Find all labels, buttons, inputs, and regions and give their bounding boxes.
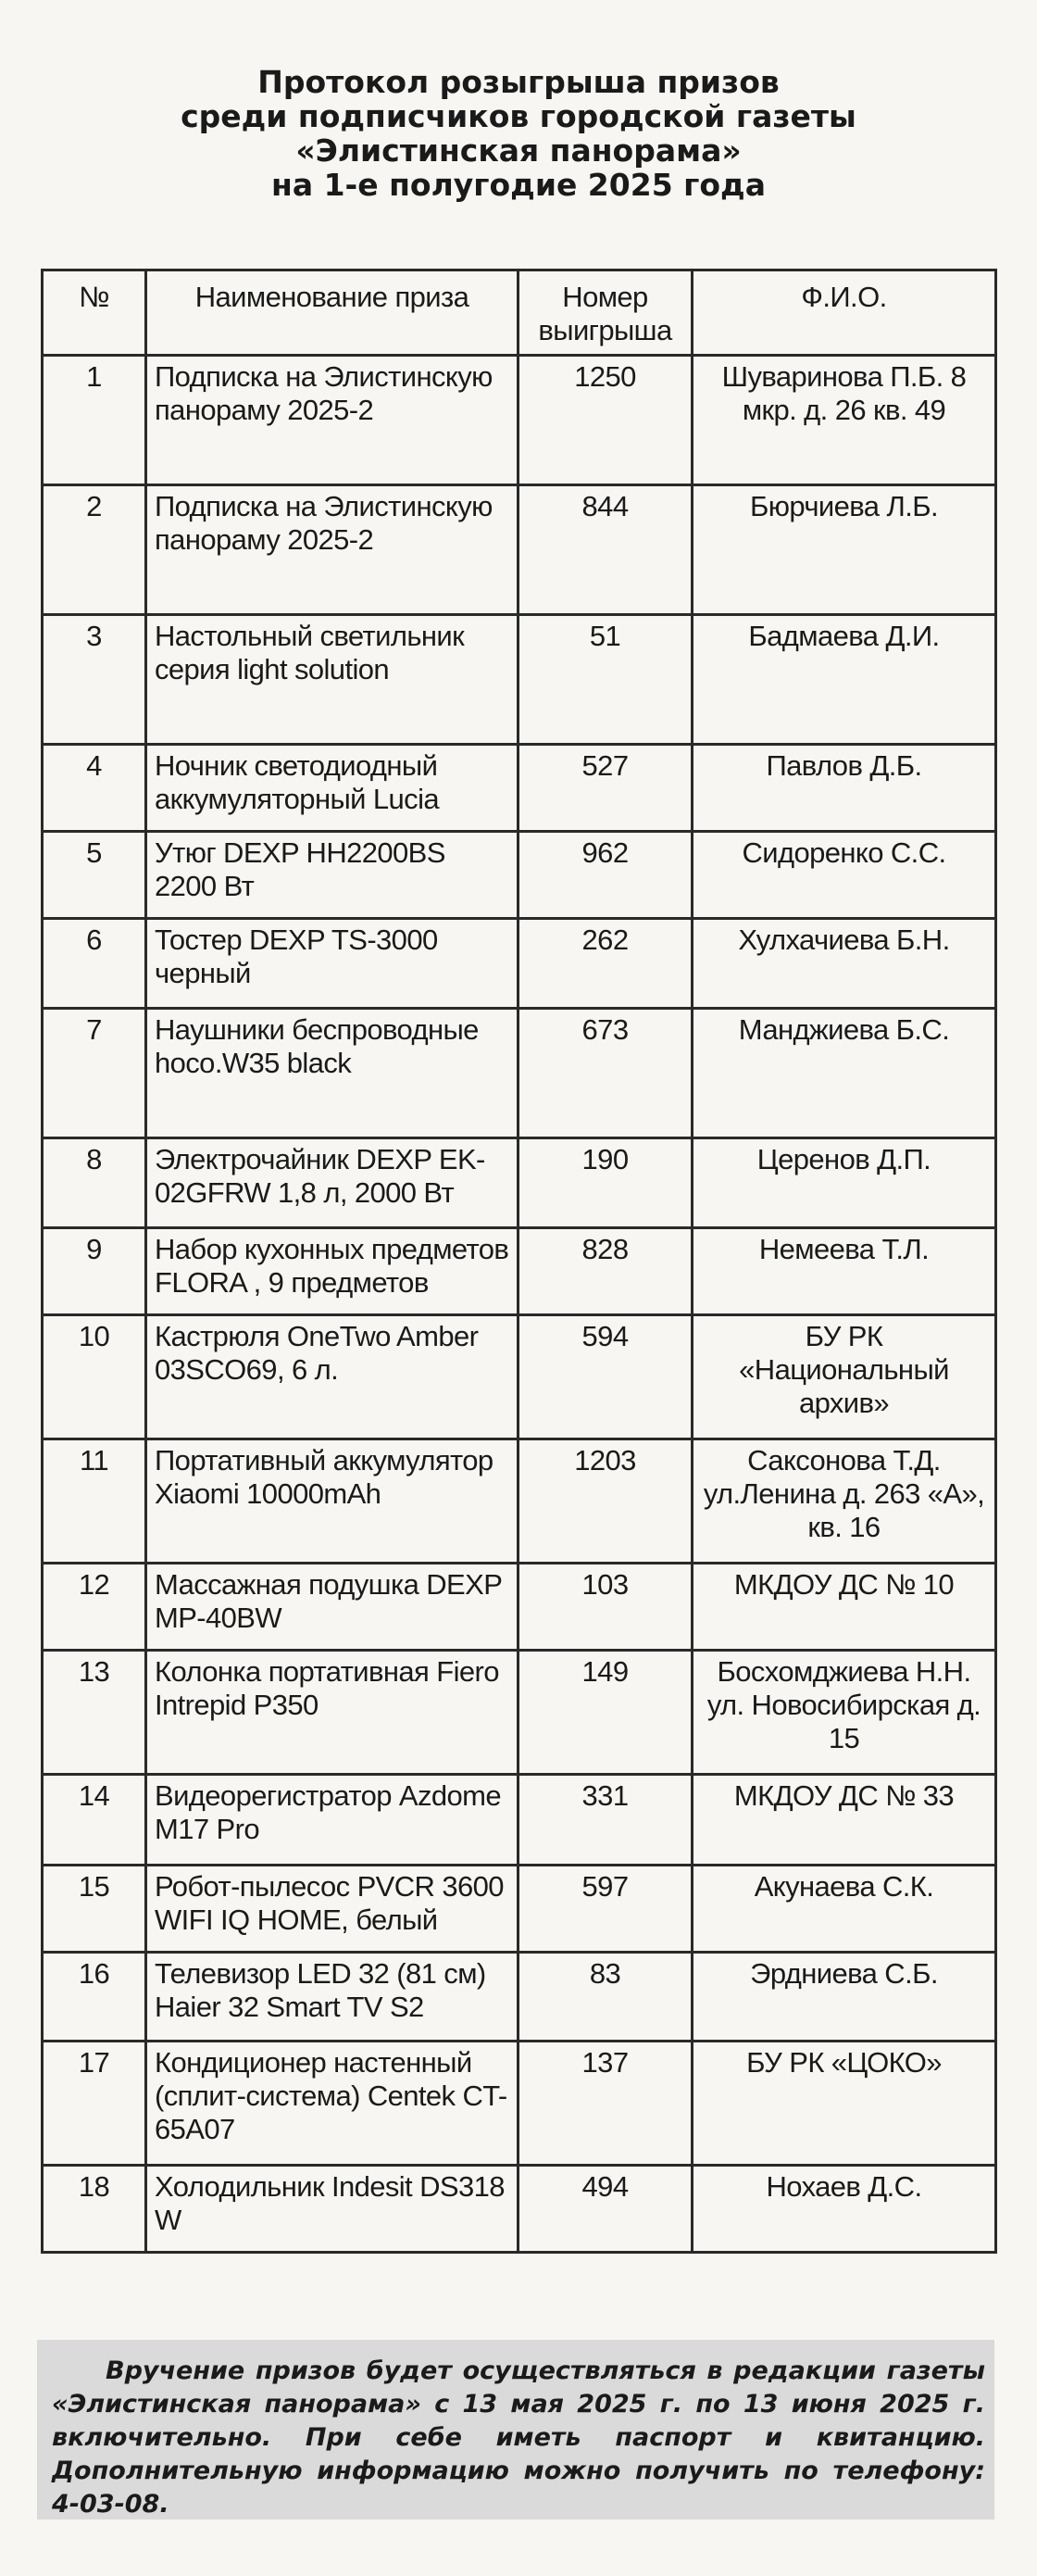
ticket-number: 83 [518,1953,693,2042]
ticket-number: 1203 [518,1439,693,1564]
table-row [43,1953,996,2042]
prize-name: Настольный светильник серия light solution [146,615,518,745]
prize-name: Робот-пылесос PVCR 3600 WIFI IQ HOME, белый [146,1866,518,1953]
winner-name: Сидоренко С.С. [693,832,996,919]
winner-name: Хулхачиева Б.Н. [693,919,996,1009]
ticket-number: 149 [518,1651,693,1775]
prize-name: Подписка на Элистинскую панораму 2025-2 [146,356,518,485]
row-number: 15 [43,1866,146,1953]
row-number: 6 [43,919,146,1009]
row-number: 1 [43,356,146,485]
title-line: «Элистинская панорама» [295,132,742,169]
winner-name: Павлов Д.Б. [693,745,996,832]
table-body [43,356,996,2253]
table-row [43,1315,996,1439]
table-header-row [43,270,996,356]
prize-name: Подписка на Элистинскую панораму 2025-2 [146,485,518,615]
row-number: 5 [43,832,146,919]
notice-box: Вручение призов будет осуществляться в редакции газеты «Элистинская панорама» с 13 мая 2025 г. по 13 июня 2025 г. включительно. При себе иметь паспорт и квитанцию. Дополнительную информацию можно получить по телефону: 4-03-08. [37,2340,994,2519]
table-row [43,615,996,745]
table-row [43,356,996,485]
row-number: 3 [43,615,146,745]
ticket-number: 190 [518,1138,693,1228]
winner-name: Нохаев Д.С. [693,2166,996,2253]
winner-name: Шуваринова П.Б. 8 мкр. д. 26 кв. 49 [693,356,996,485]
ticket-number: 331 [518,1775,693,1866]
winner-name: Бадмаева Д.И. [693,615,996,745]
winner-name: Манджиева Б.С. [693,1009,996,1138]
winner-name: МКДОУ ДС № 10 [693,1564,996,1651]
row-number: 7 [43,1009,146,1138]
prize-name: Кастрюля OneTwo Amber 03SCO69, 6 л. [146,1315,518,1439]
row-number: 4 [43,745,146,832]
table-row [43,1866,996,1953]
table-row [43,2166,996,2253]
row-number: 13 [43,1651,146,1775]
header-ticket-number: Номер выигрыша [518,270,693,356]
prize-name: Кондиционер настенный (сплит-система) Centek CT-65A07 [146,2042,518,2166]
row-number: 2 [43,485,146,615]
row-number: 16 [43,1953,146,2042]
row-number: 18 [43,2166,146,2253]
ticket-number: 828 [518,1228,693,1315]
title-line: среди подписчиков городской газеты [181,98,856,134]
header-full-name: Ф.И.О. [693,270,996,356]
ticket-number: 103 [518,1564,693,1651]
ticket-number: 527 [518,745,693,832]
winner-name: БУ РК «ЦОКО» [693,2042,996,2166]
winner-name: Церенов Д.П. [693,1138,996,1228]
row-number: 14 [43,1775,146,1866]
prize-name: Электрочайник DEXP EK-02GFRW 1,8 л, 2000 Вт [146,1138,518,1228]
table-row [43,919,996,1009]
prize-name: Наушники беспроводные hoco.W35 black [146,1009,518,1138]
document-title [0,65,1037,202]
prize-name: Тостер DEXP TS-3000 черный [146,919,518,1009]
prize-name: Портативный аккумулятор Xiaomi 10000mAh [146,1439,518,1564]
ticket-number: 262 [518,919,693,1009]
ticket-number: 597 [518,1866,693,1953]
prize-table [41,269,997,2254]
ticket-number: 962 [518,832,693,919]
row-number: 9 [43,1228,146,1315]
table-row [43,2042,996,2166]
table-row [43,485,996,615]
table-row [43,1564,996,1651]
prize-name: Утюг DEXP HH2200BS 2200 Вт [146,832,518,919]
prize-name: Набор кухонных предметов FLORA , 9 предметов [146,1228,518,1315]
table-row [43,1228,996,1315]
prize-name: Холодильник Indesit DS318 W [146,2166,518,2253]
header-prize-name: Наименование приза [146,270,518,356]
winner-name: Босхомджиева Н.Н. ул. Новосибирская д. 15 [693,1651,996,1775]
table-row [43,832,996,919]
winner-name: Саксонова Т.Д. ул.Ленина д. 263 «А», кв. 16 [693,1439,996,1564]
header-number: № [43,270,146,356]
table-row [43,1009,996,1138]
table-row [43,745,996,832]
winner-name: Акунаева С.К. [693,1866,996,1953]
ticket-number: 494 [518,2166,693,2253]
winner-name: Немеева Т.Л. [693,1228,996,1315]
prize-name: Видеорегистратор Azdome M17 Pro [146,1775,518,1866]
row-number: 17 [43,2042,146,2166]
table-row [43,1439,996,1564]
ticket-number: 673 [518,1009,693,1138]
title-line: на 1-е полугодие 2025 года [271,167,766,203]
winner-name: Эрдниева С.Б. [693,1953,996,2042]
row-number: 10 [43,1315,146,1439]
winner-name: Бюрчиева Л.Б. [693,485,996,615]
table-row [43,1651,996,1775]
row-number: 8 [43,1138,146,1228]
prize-name: Ночник светодиодный аккумуляторный Lucia [146,745,518,832]
row-number: 11 [43,1439,146,1564]
row-number: 12 [43,1564,146,1651]
ticket-number: 137 [518,2042,693,2166]
winner-name: МКДОУ ДС № 33 [693,1775,996,1866]
title-line: Протокол розыгрыша призов [257,64,780,100]
prize-name: Массажная подушка DEXP MP-40BW [146,1564,518,1651]
prize-name: Телевизор LED 32 (81 см) Haier 32 Smart TV S2 [146,1953,518,2042]
ticket-number: 1250 [518,356,693,485]
table-row [43,1138,996,1228]
ticket-number: 844 [518,485,693,615]
prize-name: Колонка портативная Fiero Intrepid P350 [146,1651,518,1775]
ticket-number: 51 [518,615,693,745]
ticket-number: 594 [518,1315,693,1439]
winner-name: БУ РК «Национальный архив» [693,1315,996,1439]
table-row [43,1775,996,1866]
